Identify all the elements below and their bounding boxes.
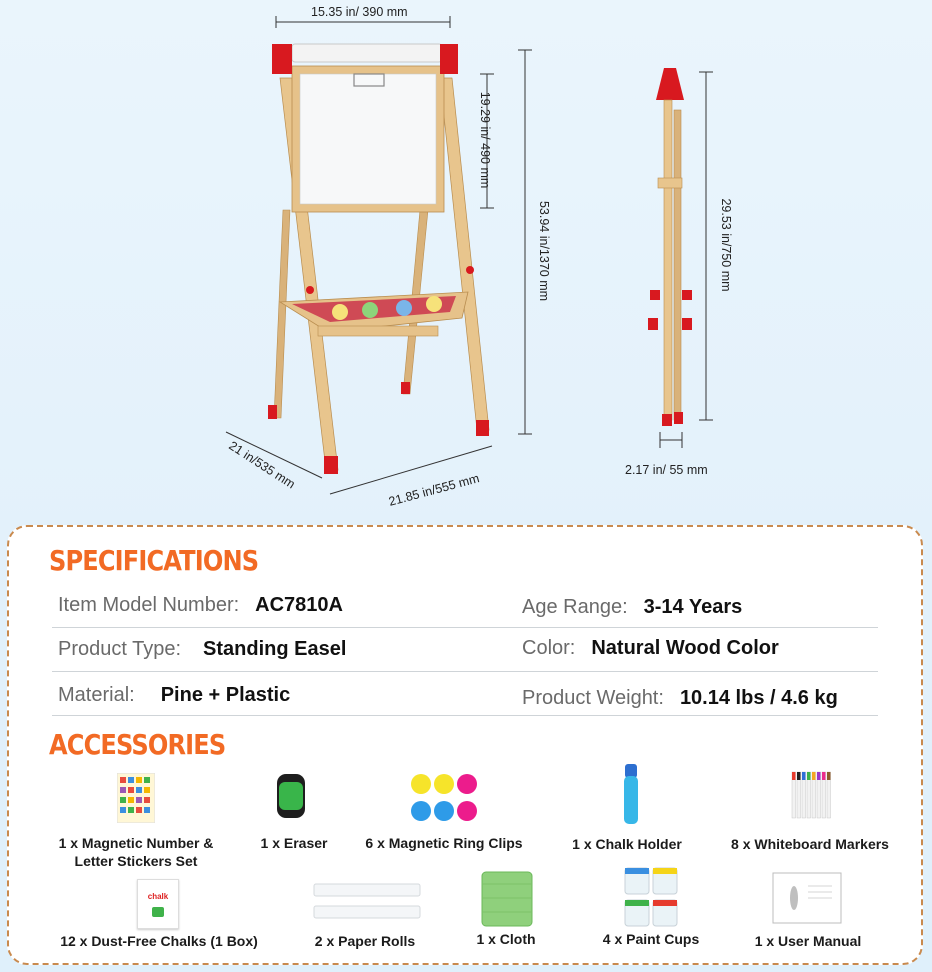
accessory-paint-cups-label: 4 x Paint Cups [602,931,700,947]
spec-type [58,638,346,661]
accessory-manual-label: 1 x User Manual [754,933,862,949]
dim-base-width: 21.85 in/555 mm [387,471,481,509]
dim-side-depth: 2.17 in/ 55 mm [625,463,708,477]
magnetic-clips-icon [409,773,479,825]
chalk-holder-icon [622,762,640,826]
spec-value: Pine + Plastic [160,684,291,706]
cloth-icon [480,870,534,928]
dim-side-height: 29.53 in/750 mm [719,198,733,292]
spec-label: Color: [522,637,576,659]
accessory-markers-label: 8 x Whiteboard Markers [731,836,889,852]
accessory-clips-label: 6 x Magnetic Ring Clips [365,835,523,851]
sticker-sheet-icon [117,773,155,823]
dim-total-height: 53.94 in/1370 mm [537,200,551,302]
accessory-eraser-label: 1 x Eraser [260,835,328,851]
spec-color [522,637,779,660]
spec-value: Natural Wood Color [591,637,779,659]
spec-label: Product Weight: [522,687,664,709]
user-manual-icon [772,872,842,924]
accessories-heading: ACCESSORIES [49,728,226,761]
dim-board-height: 19.29 in/ 490 mm [478,91,492,189]
dim-top-width: 15.35 in/ 390 mm [311,5,408,19]
accessory-paper-rolls-label: 2 x Paper Rolls [314,933,416,949]
specifications-heading: SPECIFICATIONS [49,544,259,577]
spec-model [58,594,343,617]
spec-divider [52,715,878,716]
accessory-chalk-holder-label: 1 x Chalk Holder [572,836,682,852]
chalk-box-icon [137,879,179,929]
paper-rolls-icon [313,882,421,922]
spec-weight [522,687,838,710]
spec-divider [52,671,878,672]
spec-label: Item Model Number: [58,594,240,616]
spec-value: Standing Easel [203,638,347,660]
easel-side-view [648,68,692,426]
easel-board [272,44,458,212]
spec-label: Age Range: [522,596,628,618]
markers-icon [790,770,834,822]
chalk-box-label: chalk [147,892,169,901]
accessory-stickers-label: 1 x Magnetic Number & Letter Stickers Set [58,835,214,869]
accessory-cloth-label: 1 x Cloth [476,931,536,947]
spec-label: Material: [58,684,135,706]
spec-divider [52,627,878,628]
spec-value: 3-14 Years [643,596,743,618]
spec-value: AC7810A [255,594,343,616]
eraser-icon [276,773,306,819]
paint-cups-icon [623,866,679,928]
dim-depth: 21 in/535 mm [226,438,298,492]
accessory-chalks-label: 12 x Dust-Free Chalks (1 Box) [60,933,258,949]
spec-label: Product Type: [58,638,182,660]
spec-age [522,596,742,619]
spec-material [58,684,290,707]
spec-value: 10.14 lbs / 4.6 kg [679,687,838,709]
